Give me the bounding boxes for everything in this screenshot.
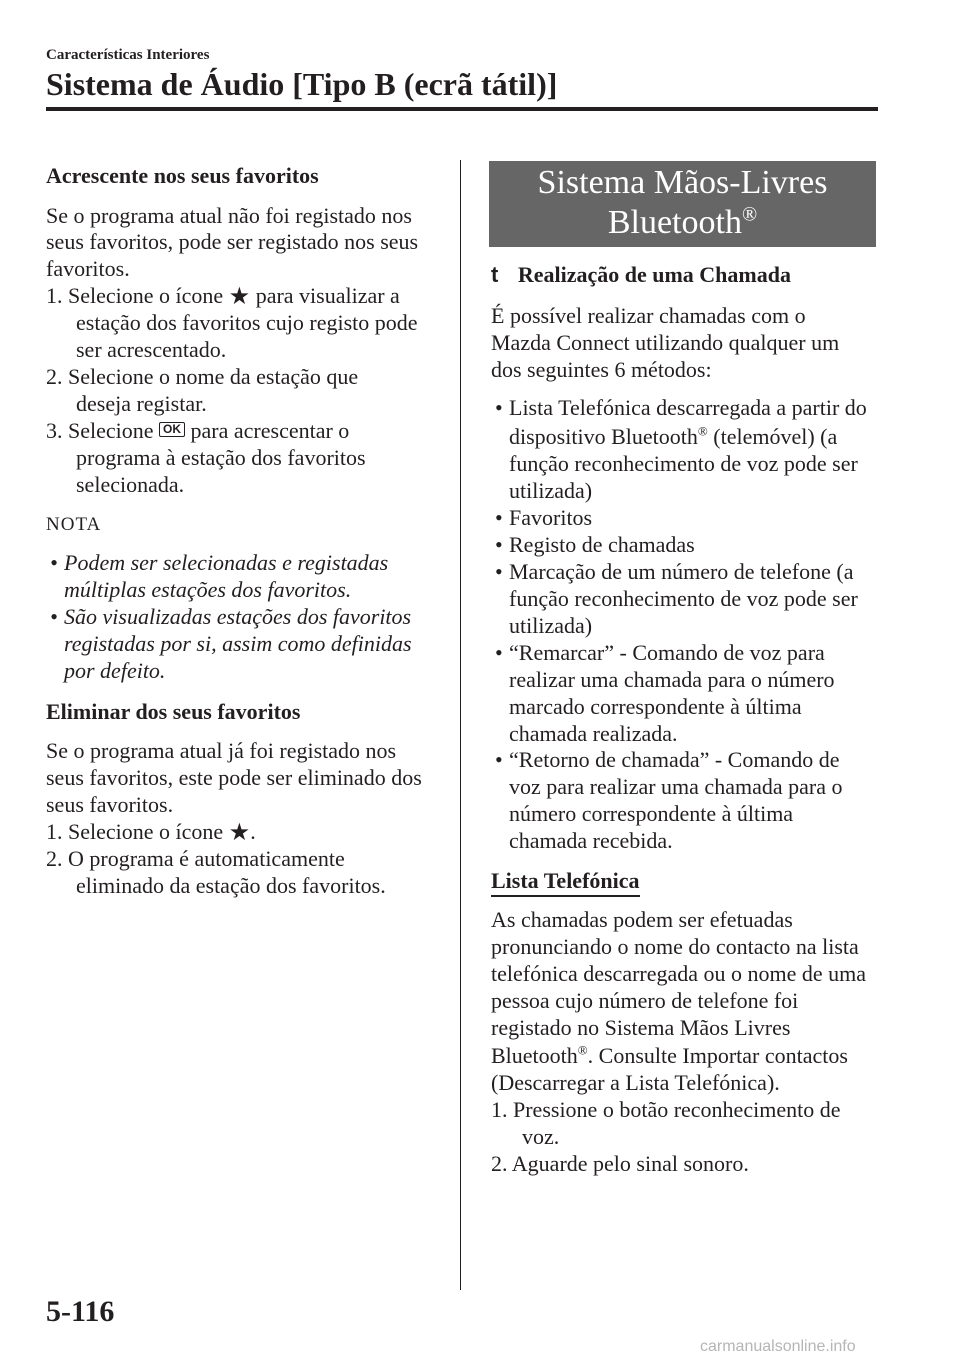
registered-mark: ® [741, 203, 758, 226]
header-rule [46, 107, 878, 111]
page-number: 5-116 [46, 1295, 115, 1328]
bullet: • [495, 505, 503, 530]
bullet: • [495, 395, 503, 420]
paragraph-line: Se o programa atual já foi registado nos [46, 738, 397, 763]
paragraph-part: Bluetooth [491, 1043, 578, 1068]
call-step-2: 2. Aguarde pelo sinal sonoro. [491, 1151, 749, 1176]
bullet-text: chamada recebida. [509, 828, 673, 853]
column-divider [460, 160, 461, 1290]
nota-text: por defeito. [64, 658, 166, 683]
title-box-text: Bluetooth [607, 204, 742, 241]
registered-mark: ® [697, 423, 708, 439]
nota-text: São visualizadas estações dos favoritos [64, 604, 412, 629]
ok-icon: OK [159, 422, 185, 437]
paragraph-line: Se o programa atual não foi registado nos [46, 203, 412, 228]
bullet-text: Marcação de um número de telefone (a [509, 559, 854, 584]
bullet: • [495, 640, 503, 665]
step-continuation: ser acrescentado. [76, 337, 227, 362]
paragraph-line: (Descarregar a Lista Telefónica). [491, 1070, 780, 1095]
step-continuation: eliminado da estação dos favoritos. [76, 873, 386, 898]
title-box-line [489, 203, 876, 243]
subsection-title: Realização de uma Chamada [517, 262, 791, 287]
bullet: • [495, 559, 503, 584]
paragraph-line: pessoa cujo número de telefone foi [491, 988, 799, 1013]
step-continuation: estação dos favoritos cujo registo pode [76, 310, 418, 335]
bullet: • [495, 532, 503, 557]
paragraph-part: . Consulte Importar contactos [587, 1043, 848, 1068]
paragraph-line: dos seguintes 6 métodos: [491, 357, 712, 382]
add-step-2: 2. Selecione o nome da estação que [46, 364, 359, 389]
paragraph-line: seus favoritos, este pode ser eliminado dos [46, 765, 422, 790]
add-step-3 [46, 418, 349, 444]
bullet-text: função reconhecimento de voz pode ser [509, 451, 858, 476]
step-text: . [250, 819, 256, 844]
bullet: • [495, 747, 503, 772]
paragraph-line: registado no Sistema Mãos Livres [491, 1015, 791, 1040]
bullet-text: Registo de chamadas [509, 532, 695, 557]
step-continuation: deseja registar. [76, 391, 207, 416]
footer-watermark: carmanualsonline.info [700, 1338, 856, 1355]
page-title: Sistema de Áudio [Tipo B (ecrã tátil)] [46, 66, 558, 102]
bullet-text: número correspondente à última [509, 801, 794, 826]
nota-text: múltiplas estações dos favoritos. [64, 577, 352, 602]
registered-mark: ® [577, 1042, 588, 1058]
section-label: Características Interiores [46, 47, 210, 63]
bullet-text-part: (telemóvel) (a [713, 424, 838, 449]
lista-heading-text: Lista Telefónica [491, 868, 640, 897]
bullet-text: realizar uma chamada para o número [509, 667, 835, 692]
paragraph-line [491, 1043, 848, 1069]
step-text: para acrescentar o [190, 418, 350, 443]
star-icon: ★ [228, 820, 251, 846]
step-text: para visualizar a [255, 283, 400, 308]
title-box-line: Sistema Mãos-Livres [537, 164, 828, 201]
bullet-text: utilizada) [509, 613, 593, 638]
paragraph-line: favoritos. [46, 256, 130, 281]
bullet-text: utilizada) [509, 478, 593, 503]
step-text: 1. Selecione o ícone [46, 283, 224, 308]
bullet-text-part: dispositivo Bluetooth [509, 424, 698, 449]
del-step-1 [46, 819, 256, 845]
nota-text: Podem ser selecionadas e registadas [64, 550, 389, 575]
step-text: 3. Selecione [46, 418, 154, 443]
paragraph-line: É possível realizar chamadas com o [491, 303, 806, 328]
bullet-text: Favoritos [509, 505, 593, 530]
nota-bullet: • [50, 604, 58, 629]
add-favorites-heading: Acrescente nos seus favoritos [46, 163, 319, 188]
bullet-text: voz para realizar uma chamada para o [509, 774, 843, 799]
subsection-marker: t [491, 262, 499, 287]
delete-favorites-heading: Eliminar dos seus favoritos [46, 699, 301, 724]
step-continuation: programa à estação dos favoritos [76, 445, 366, 470]
paragraph-line: pronunciando o nome do contacto na lista [491, 934, 859, 959]
nota-label: NOTA [46, 514, 102, 535]
nota-bullet: • [50, 550, 58, 575]
bullet-text [509, 424, 837, 450]
paragraph-line: As chamadas podem ser efetuadas [491, 907, 793, 932]
del-step-2: 2. O programa é automaticamente [46, 846, 345, 871]
subsection-heading [491, 262, 791, 288]
paragraph-line: Mazda Connect utilizando qualquer um [491, 330, 840, 355]
paragraph-line: seus favoritos. [46, 792, 174, 817]
bullet-text: função reconhecimento de voz pode ser [509, 586, 858, 611]
step-continuation: voz. [522, 1124, 560, 1149]
nota-text: registadas por si, assim como definidas [64, 631, 412, 656]
lista-telefonica-heading [491, 868, 640, 894]
bullet-text: marcado correspondente à última [509, 694, 802, 719]
paragraph-line: telefónica descarregada ou o nome de uma [491, 961, 867, 986]
bullet-text: “Remarcar” - Comando de voz para [509, 640, 825, 665]
section-title-box [489, 161, 876, 247]
call-step-1: 1. Pressione o botão reconhecimento de [491, 1097, 841, 1122]
step-continuation: selecionada. [76, 472, 185, 497]
step-text: 1. Selecione o ícone [46, 819, 224, 844]
bullet-text: chamada realizada. [509, 721, 678, 746]
bullet-text: “Retorno de chamada” - Comando de [509, 747, 840, 772]
bullet-text: Lista Telefónica descarregada a partir do [509, 395, 867, 420]
paragraph-line: seus favoritos, pode ser registado nos seus [46, 229, 419, 254]
add-step-1 [46, 283, 400, 309]
star-icon: ★ [228, 284, 251, 310]
